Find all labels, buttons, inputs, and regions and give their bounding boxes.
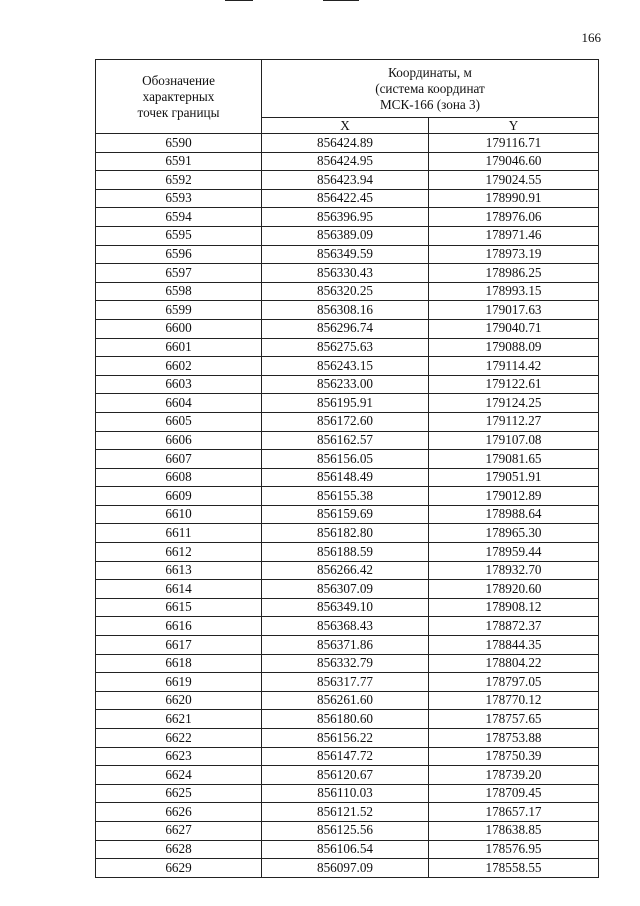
table-row xyxy=(96,691,599,710)
point-id-cell: 6593 xyxy=(96,189,262,208)
table-row xyxy=(96,134,599,153)
x-coordinate-cell: 856243.15 xyxy=(262,357,429,376)
point-id-cell: 6592 xyxy=(96,171,262,190)
x-coordinate-cell: 856156.22 xyxy=(262,729,429,748)
point-id-cell: 6614 xyxy=(96,580,262,599)
y-coordinate-cell: 179017.63 xyxy=(429,301,599,320)
y-coordinate-cell: 179012.89 xyxy=(429,487,599,506)
x-coordinate-cell: 856332.79 xyxy=(262,654,429,673)
table-row xyxy=(96,524,599,543)
table-row xyxy=(96,784,599,803)
y-coordinate-cell: 178757.65 xyxy=(429,710,599,729)
y-coordinate-cell: 178990.91 xyxy=(429,189,599,208)
y-coordinate-cell: 178965.30 xyxy=(429,524,599,543)
x-coordinate-cell: 856121.52 xyxy=(262,803,429,822)
x-coordinate-cell: 856389.09 xyxy=(262,226,429,245)
x-coordinate-cell: 856422.45 xyxy=(262,189,429,208)
x-coordinate-cell: 856424.95 xyxy=(262,152,429,171)
y-coordinate-cell: 178988.64 xyxy=(429,505,599,524)
table-row xyxy=(96,729,599,748)
point-id-cell: 6621 xyxy=(96,710,262,729)
y-coordinate-cell: 179124.25 xyxy=(429,394,599,413)
point-id-cell: 6626 xyxy=(96,803,262,822)
point-id-cell: 6605 xyxy=(96,412,262,431)
x-coordinate-cell: 856148.49 xyxy=(262,468,429,487)
y-column-header: Y xyxy=(429,118,599,134)
y-coordinate-cell: 178993.15 xyxy=(429,282,599,301)
table-row xyxy=(96,840,599,859)
x-coordinate-cell: 856233.00 xyxy=(262,375,429,394)
x-coordinate-cell: 856180.60 xyxy=(262,710,429,729)
x-coordinate-cell: 856182.80 xyxy=(262,524,429,543)
point-id-cell: 6596 xyxy=(96,245,262,264)
y-coordinate-cell: 179024.55 xyxy=(429,171,599,190)
x-coordinate-cell: 856162.57 xyxy=(262,431,429,450)
y-coordinate-cell: 178973.19 xyxy=(429,245,599,264)
point-id-cell: 6610 xyxy=(96,505,262,524)
point-id-cell: 6618 xyxy=(96,654,262,673)
point-header-line: Обозначение xyxy=(142,72,215,88)
point-id-cell: 6602 xyxy=(96,357,262,376)
y-coordinate-cell: 178576.95 xyxy=(429,840,599,859)
point-id-cell: 6604 xyxy=(96,394,262,413)
table-row xyxy=(96,803,599,822)
y-coordinate-cell: 178709.45 xyxy=(429,784,599,803)
y-coordinate-cell: 179088.09 xyxy=(429,338,599,357)
coordinates-header xyxy=(262,60,599,118)
y-coordinate-cell: 178920.60 xyxy=(429,580,599,599)
y-coordinate-cell: 179114.42 xyxy=(429,357,599,376)
x-coordinate-cell: 856172.60 xyxy=(262,412,429,431)
table-row xyxy=(96,487,599,506)
table-row xyxy=(96,375,599,394)
y-coordinate-cell: 178932.70 xyxy=(429,561,599,580)
y-coordinate-cell: 178558.55 xyxy=(429,859,599,878)
y-coordinate-cell: 178657.17 xyxy=(429,803,599,822)
point-id-cell: 6628 xyxy=(96,840,262,859)
x-coordinate-cell: 856307.09 xyxy=(262,580,429,599)
y-coordinate-cell: 178844.35 xyxy=(429,636,599,655)
x-coordinate-cell: 856188.59 xyxy=(262,543,429,562)
point-id-cell: 6612 xyxy=(96,543,262,562)
table-row xyxy=(96,821,599,840)
x-coordinate-cell: 856371.86 xyxy=(262,636,429,655)
top-crop-mark-right xyxy=(323,0,359,1)
table-row xyxy=(96,543,599,562)
point-id-cell: 6600 xyxy=(96,319,262,338)
point-id-cell: 6622 xyxy=(96,729,262,748)
point-id-cell: 6607 xyxy=(96,450,262,469)
table-row xyxy=(96,394,599,413)
y-coordinate-cell: 179122.61 xyxy=(429,375,599,394)
table-row xyxy=(96,561,599,580)
y-coordinate-cell: 179051.91 xyxy=(429,468,599,487)
y-coordinate-cell: 178770.12 xyxy=(429,691,599,710)
x-coordinate-cell: 856275.63 xyxy=(262,338,429,357)
table-row xyxy=(96,171,599,190)
point-id-cell: 6597 xyxy=(96,264,262,283)
point-id-cell: 6616 xyxy=(96,617,262,636)
point-id-cell: 6629 xyxy=(96,859,262,878)
y-coordinate-cell: 178739.20 xyxy=(429,766,599,785)
point-id-cell: 6601 xyxy=(96,338,262,357)
y-coordinate-cell: 178971.46 xyxy=(429,226,599,245)
point-id-cell: 6609 xyxy=(96,487,262,506)
y-coordinate-cell: 178753.88 xyxy=(429,729,599,748)
point-id-cell: 6603 xyxy=(96,375,262,394)
y-coordinate-cell: 178986.25 xyxy=(429,264,599,283)
coords-header-line: МСК-166 (зона 3) xyxy=(379,96,481,112)
table-row xyxy=(96,412,599,431)
table-row xyxy=(96,226,599,245)
table-row xyxy=(96,282,599,301)
page-number: 166 xyxy=(581,30,601,45)
x-coordinate-cell: 856261.60 xyxy=(262,691,429,710)
x-coordinate-cell: 856266.42 xyxy=(262,561,429,580)
point-id-cell: 6598 xyxy=(96,282,262,301)
point-id-cell: 6608 xyxy=(96,468,262,487)
x-coordinate-cell: 856155.38 xyxy=(262,487,429,506)
x-coordinate-cell: 856156.05 xyxy=(262,450,429,469)
point-id-cell: 6620 xyxy=(96,691,262,710)
point-designation-header xyxy=(96,60,262,134)
coords-header-line: (система координат xyxy=(375,80,485,96)
x-coordinate-cell: 856159.69 xyxy=(262,505,429,524)
table-header-row xyxy=(96,60,599,118)
point-id-cell: 6623 xyxy=(96,747,262,766)
table-row xyxy=(96,859,599,878)
x-coordinate-cell: 856110.03 xyxy=(262,784,429,803)
point-id-cell: 6591 xyxy=(96,152,262,171)
y-coordinate-cell: 178804.22 xyxy=(429,654,599,673)
x-coordinate-cell: 856147.72 xyxy=(262,747,429,766)
point-header-line: характерных xyxy=(142,88,215,104)
x-coordinate-cell: 856396.95 xyxy=(262,208,429,227)
y-coordinate-cell: 178908.12 xyxy=(429,598,599,617)
x-coordinate-cell: 856296.74 xyxy=(262,319,429,338)
point-id-cell: 6627 xyxy=(96,821,262,840)
table-row xyxy=(96,710,599,729)
table-row xyxy=(96,673,599,692)
table-row xyxy=(96,468,599,487)
point-id-cell: 6599 xyxy=(96,301,262,320)
point-id-cell: 6594 xyxy=(96,208,262,227)
point-id-cell: 6625 xyxy=(96,784,262,803)
point-id-cell: 6615 xyxy=(96,598,262,617)
x-coordinate-cell: 856349.59 xyxy=(262,245,429,264)
x-coordinate-cell: 856368.43 xyxy=(262,617,429,636)
x-coordinate-cell: 856349.10 xyxy=(262,598,429,617)
point-header-line: точек границы xyxy=(137,104,220,120)
point-id-cell: 6606 xyxy=(96,431,262,450)
table-row xyxy=(96,208,599,227)
table-body xyxy=(96,134,599,878)
table-row xyxy=(96,617,599,636)
y-coordinate-cell: 178872.37 xyxy=(429,617,599,636)
table-row xyxy=(96,357,599,376)
coordinates-table xyxy=(95,59,599,878)
x-coordinate-cell: 856424.89 xyxy=(262,134,429,153)
x-coordinate-cell: 856423.94 xyxy=(262,171,429,190)
y-coordinate-cell: 178976.06 xyxy=(429,208,599,227)
x-coordinate-cell: 856195.91 xyxy=(262,394,429,413)
point-id-cell: 6595 xyxy=(96,226,262,245)
coords-header-line: Координаты, м xyxy=(388,64,472,80)
table-row xyxy=(96,152,599,171)
x-coordinate-cell: 856106.54 xyxy=(262,840,429,859)
y-coordinate-cell: 179112.27 xyxy=(429,412,599,431)
y-coordinate-cell: 179116.71 xyxy=(429,134,599,153)
y-coordinate-cell: 179081.65 xyxy=(429,450,599,469)
x-coordinate-cell: 856097.09 xyxy=(262,859,429,878)
point-id-cell: 6617 xyxy=(96,636,262,655)
y-coordinate-cell: 179040.71 xyxy=(429,319,599,338)
table-row xyxy=(96,264,599,283)
point-id-cell: 6611 xyxy=(96,524,262,543)
table-row xyxy=(96,654,599,673)
table-row xyxy=(96,766,599,785)
table-row xyxy=(96,189,599,208)
point-id-cell: 6590 xyxy=(96,134,262,153)
table-row xyxy=(96,580,599,599)
y-coordinate-cell: 179046.60 xyxy=(429,152,599,171)
table-row xyxy=(96,431,599,450)
x-coordinate-cell: 856317.77 xyxy=(262,673,429,692)
table-row xyxy=(96,319,599,338)
top-crop-mark-left xyxy=(225,0,253,1)
y-coordinate-cell: 178638.85 xyxy=(429,821,599,840)
x-coordinate-cell: 856120.67 xyxy=(262,766,429,785)
point-id-cell: 6619 xyxy=(96,673,262,692)
point-id-cell: 6613 xyxy=(96,561,262,580)
x-coordinate-cell: 856330.43 xyxy=(262,264,429,283)
x-coordinate-cell: 856125.56 xyxy=(262,821,429,840)
table-row xyxy=(96,338,599,357)
table-row xyxy=(96,598,599,617)
table-row xyxy=(96,301,599,320)
y-coordinate-cell: 178959.44 xyxy=(429,543,599,562)
x-column-header: X xyxy=(262,118,429,134)
y-coordinate-cell: 178750.39 xyxy=(429,747,599,766)
table-row xyxy=(96,245,599,264)
table-row xyxy=(96,636,599,655)
table-row xyxy=(96,747,599,766)
point-id-cell: 6624 xyxy=(96,766,262,785)
x-coordinate-cell: 856320.25 xyxy=(262,282,429,301)
table-row xyxy=(96,505,599,524)
table-row xyxy=(96,450,599,469)
x-coordinate-cell: 856308.16 xyxy=(262,301,429,320)
y-coordinate-cell: 179107.08 xyxy=(429,431,599,450)
y-coordinate-cell: 178797.05 xyxy=(429,673,599,692)
